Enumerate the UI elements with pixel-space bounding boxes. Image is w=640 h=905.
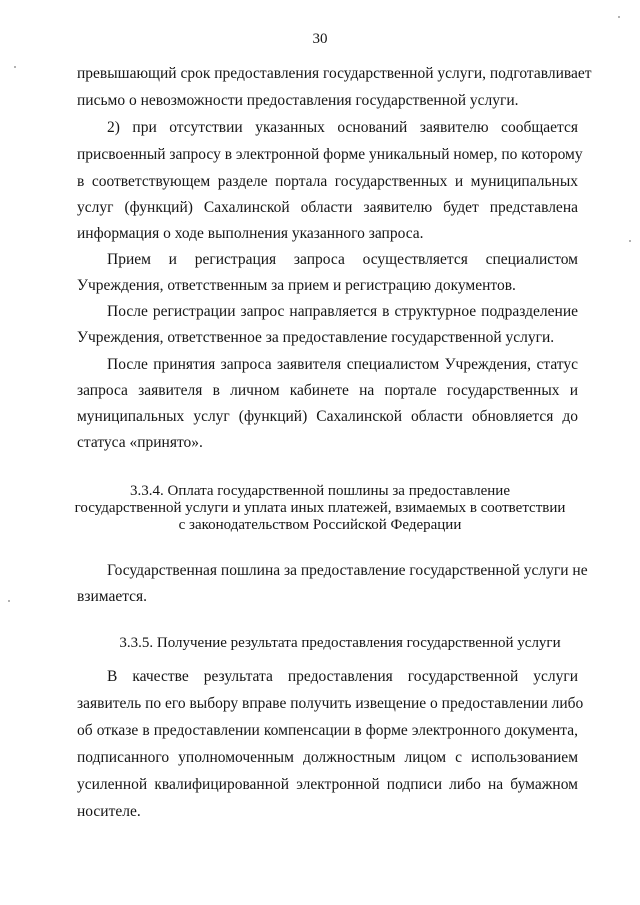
section-heading: 3.3.5. Получение результата предоставления государственной услуги (119, 635, 561, 651)
text-line: носителе. (77, 803, 141, 820)
text-line: Государственная пошлина за предоставление государственной услуги не (107, 562, 588, 579)
text-line: подписанного уполномоченным должностным лицом с использованием (77, 749, 578, 766)
text-line: об отказе в предоставлении компенсации в форме электронного документа, (77, 722, 578, 739)
scan-speck (629, 240, 631, 242)
text-line: взимается. (77, 588, 148, 605)
text-line: Учреждения, ответственное за предоставление государственной услуги. (77, 329, 555, 346)
text-line: Учреждения, ответственным за прием и регистрацию документов. (77, 277, 516, 294)
text-line: присвоенный запросу в электронной форме уникальный номер, по которому (77, 146, 583, 163)
text-line: В качестве результата предоставления государственной услуги (107, 668, 578, 685)
text-line: Прием и регистрация запроса осуществляется специалистом (107, 251, 578, 268)
text-line: информация о ходе выполнения указанного запроса. (77, 225, 424, 242)
page-number: 30 (312, 31, 328, 47)
text-line: в соответствующем разделе портала государственных и муниципальных (77, 173, 578, 190)
section-heading-line: 3.3.4. Оплата государственной пошлины за предоставление (130, 483, 510, 499)
text-line: превышающий срок предоставления государственной услуги, подготавливает (77, 65, 592, 82)
text-line: заявитель по его выбору вправе получить извещение о предоставлении либо (77, 695, 584, 712)
text-line: После регистрации запрос направляется в структурное подразделение (107, 303, 578, 320)
scan-speck (8, 600, 10, 602)
text-line: услуг (функций) Сахалинской области заявителю будет представлена (77, 199, 578, 216)
scan-speck (14, 66, 16, 68)
section-heading-line: государственной услуги и уплата иных платежей, взимаемых в соответствии (74, 500, 566, 516)
text-line: статуса «принято». (77, 434, 203, 451)
text-line: муниципальных услуг (функций) Сахалинской области обновляется до (77, 408, 578, 425)
text-line: После принятия запроса заявителя специалистом Учреждения, статус (107, 356, 578, 373)
text-line: усиленной квалифицированной электронной подписи либо на бумажном (77, 776, 578, 793)
text-line: запроса заявителя в личном кабинете на портале государственных и (77, 382, 578, 399)
text-line: письмо о невозможности предоставления государственной услуги. (77, 92, 519, 109)
text-line: 2) при отсутствии указанных оснований заявителю сообщается (107, 119, 578, 136)
scan-speck (618, 16, 620, 18)
section-heading-line: с законодательством Российской Федерации (178, 517, 462, 533)
